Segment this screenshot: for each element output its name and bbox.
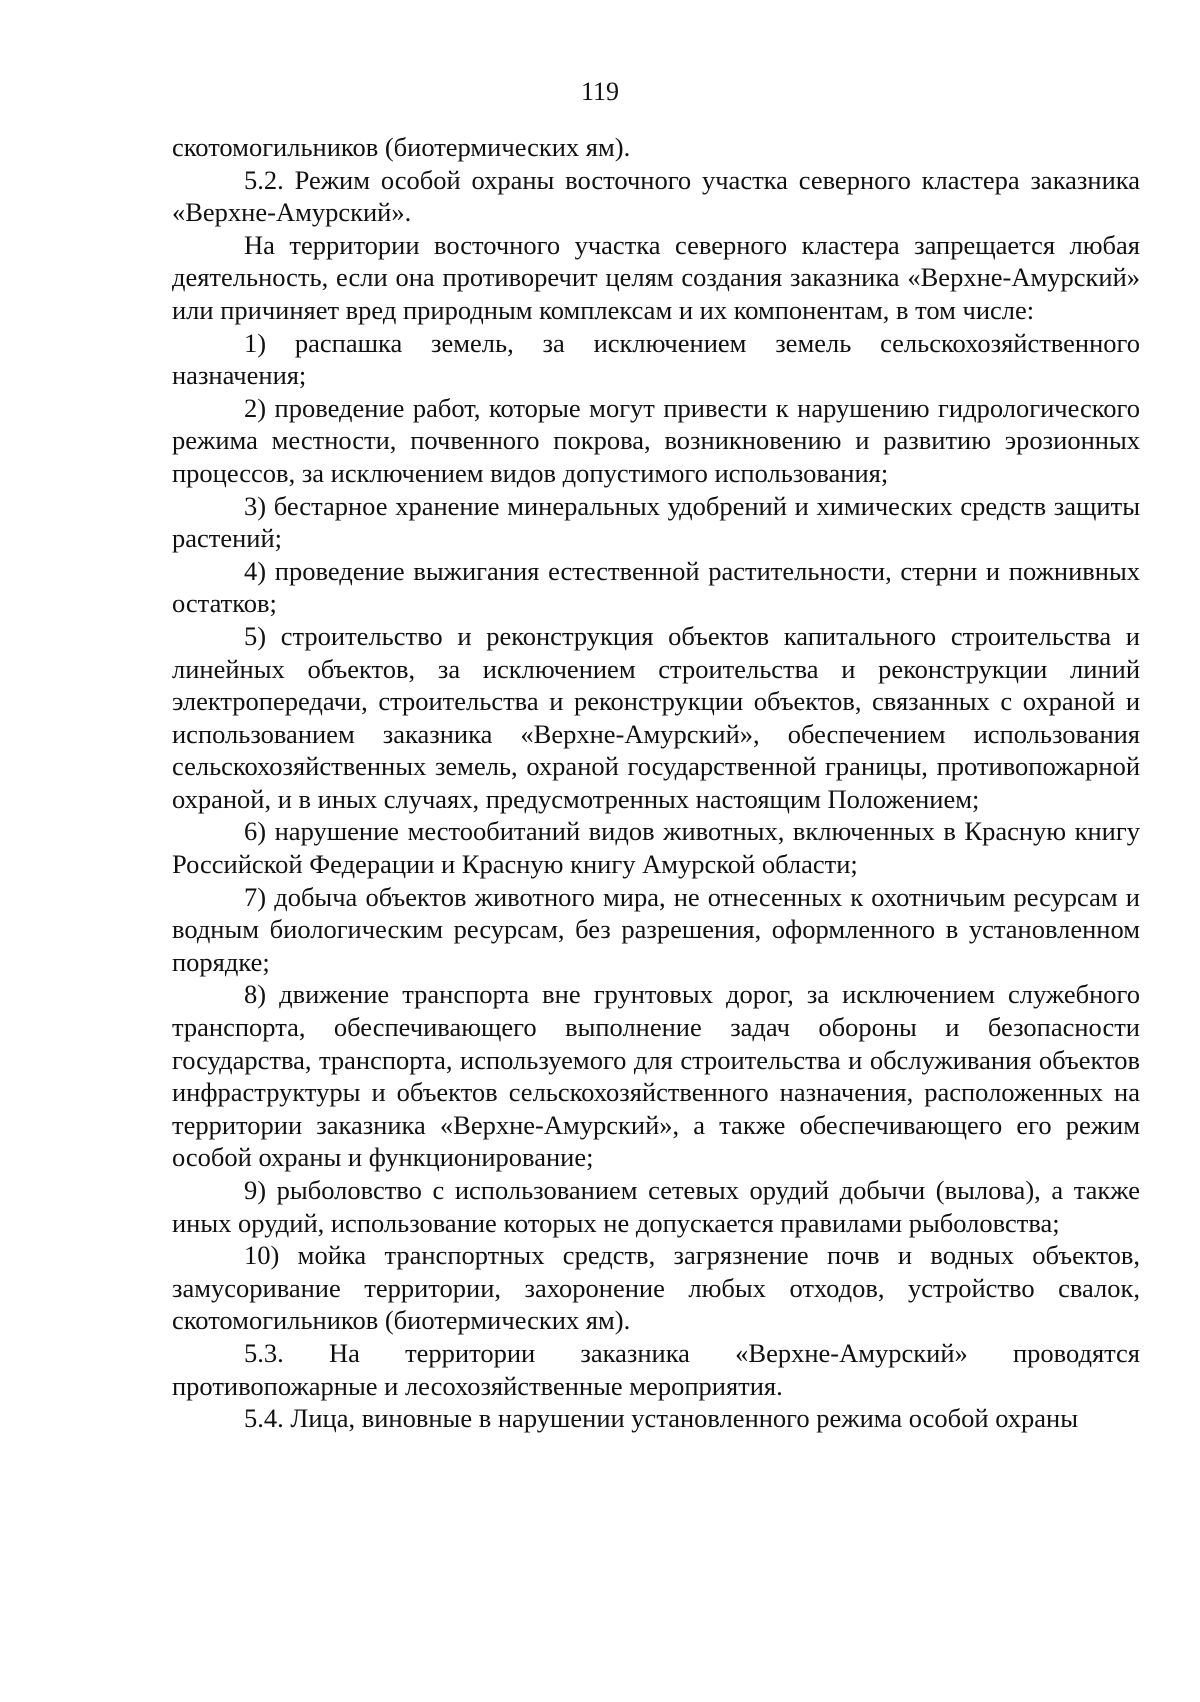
list-item-1: 1) распашка земель, за исключением земель сельскохозяйственного назначения; (172, 327, 1140, 391)
list-item-9: 9) рыболовство с использованием сетевых орудий добычи (вылова), а также иных орудий, использование которых не допускается правилами рыболовства; (172, 1175, 1140, 1238)
list-item-4: 4) проведение выжигания естественной растительности, стерни и пожнивных остатков; (172, 555, 1140, 619)
paragraph-section-5-2: 5.2. Режим особой охраны восточного участка северного кластера заказника «Верхне-Амурский». (172, 164, 1140, 228)
list-item-10: 10) мойка транспортных средств, загрязнение почв и водных объектов, замусоривание территории, захоронение любых отходов, устройство свалок, скотомогильников (биотермических ям). (172, 1240, 1140, 1336)
paragraph-prohibition-intro: На территории восточного участка северного кластера запрещается любая деятельность, если она противоречит целям создания заказника «Верхне-Амурский» или причиняет вред природным комплексам и их компонентам, в том числе: (172, 229, 1140, 325)
document-body (172, 131, 1140, 1435)
list-item-5: 5) строительство и реконструкция объектов капитального строительства и линейных объектов, за исключением строительства и реконструкции линий электропередачи, строительства и реконструкции объектов, связанных с охраной и использованием заказника «Верхне-Амурский», обеспечением использования сельскохозяйственных земель, охраной государственной границы, противопожарной охраной, и в иных случаях, предусмотренных настоящим Положением; (172, 620, 1140, 814)
list-item-8: 8) движение транспорта вне грунтовых дорог, за исключением служебного транспорта, обеспечивающего выполнение задач обороны и безопасности государства, транспорта, используемого для строительства и обслуживания объектов инфраструктуры и объектов сельскохозяйственного назначения, расположенных на территории заказника «Верхне-Амурский», а также обеспечивающего его режим особой охраны и функционирование; (172, 979, 1140, 1173)
list-item-2: 2) проведение работ, которые могут привести к нарушению гидрологического режима местности, почвенного покрова, возникновению и развитию эрозионных процессов, за исключением видов допустимого использования; (172, 392, 1140, 488)
page-number: 119 (580, 77, 620, 106)
list-item-3: 3) бестарное хранение минеральных удобрений и химических средств защиты растений; (172, 490, 1140, 554)
paragraph-section-5-3: 5.3. На территории заказника «Верхне-Амурский» проводятся противопожарные и лесохозяйственные мероприятия. (172, 1337, 1140, 1401)
paragraph-section-5-4: 5.4. Лица, виновные в нарушении установленного режима особой охраны (244, 1403, 1079, 1434)
list-item-7: 7) добыча объектов животного мира, не отнесенных к охотничьим ресурсам и водным биологическим ресурсам, без разрешения, оформленного в установленном порядке; (172, 881, 1140, 977)
paragraph-continuation: скотомогильников (биотермических ям). (172, 132, 631, 162)
list-item-6: 6) нарушение местообитаний видов животных, включенных в Красную книгу Российской Федерации и Красную книгу Амурской области; (172, 816, 1140, 880)
